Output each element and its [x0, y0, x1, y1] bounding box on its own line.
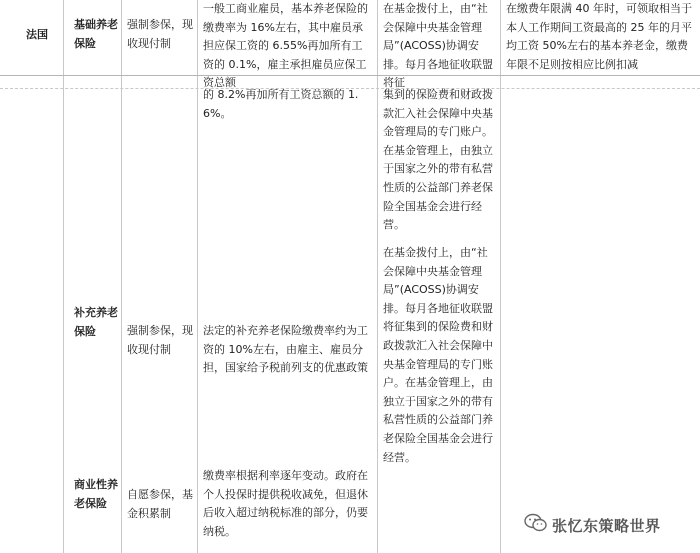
pension-type-supplementary: 补充养老保险	[74, 306, 118, 338]
col-divider-4	[377, 0, 378, 553]
pension-type-commercial: 商业性养老保险	[74, 478, 118, 510]
col-divider-2	[121, 0, 122, 553]
management-basic-top: 在基金拨付上，由“社会保障中央基金管理局”(ACOSS)协调安排。每月各地征收联盟将征	[383, 2, 493, 90]
management-basic-bottom: 集到的保险费和财政拨款汇入社会保障中央基金管理局的专门账户。在基金管理上，由独立于国家之外的带有私营性质的公益部门养老保险全国基金会进行经营。	[383, 88, 493, 232]
pension-type-basic: 基础养老保险	[74, 18, 118, 50]
participation-supplementary: 强制参保，现收现付制	[127, 324, 193, 356]
watermark-text: 张忆东策略世界	[552, 516, 661, 535]
country-cell: 法国	[26, 28, 48, 41]
col-divider-5	[500, 0, 501, 553]
management-supplementary: 在基金拨付上，由“社会保障中央基金管理局”(ACOSS)协调安排。每月各地征收联盟将征集到的保险费和财政拨款汇入社会保障中央基金管理局的专门账户。在基金管理上，由独立于国家之外的带有私营性质的公益部门养老保险全国基金会进行经营。	[383, 246, 493, 464]
wechat-icon	[524, 513, 548, 537]
participation-basic: 强制参保，现收现付制	[127, 18, 193, 50]
rate-supplementary: 法定的补充养老保险缴费率约为工资的 10%左右，由雇主、雇员分担，国家给予税前列支的优惠政策	[203, 324, 368, 375]
benefit-basic: 在缴费年限满 40 年时，可领取相当于本人工作期间工资最高的 25 年的月平均工资 50%左右的基本养老金，缴费年限不足则按相应比例扣减	[506, 2, 692, 71]
rate-basic-top: 一般工商业雇员，基本养老保险的缴费率为 16%左右，其中雇员承担应保工资的 6.55%再加所有工资的 0.1%，雇主承担雇员应保工资总额	[203, 2, 368, 90]
watermark	[524, 512, 694, 538]
col-divider-1	[63, 0, 64, 553]
rate-basic-bottom: 的 8.2%再加所有工资总额的 1.6%。	[203, 88, 359, 120]
participation-commercial: 自愿参保，基金积累制	[127, 488, 193, 520]
rate-commercial: 缴费率根据利率逐年变动。政府在个人投保时提供税收减免，但退休后收入超过纳税标准的部分，仍要纳税。	[203, 469, 368, 538]
col-divider-3	[197, 0, 198, 553]
